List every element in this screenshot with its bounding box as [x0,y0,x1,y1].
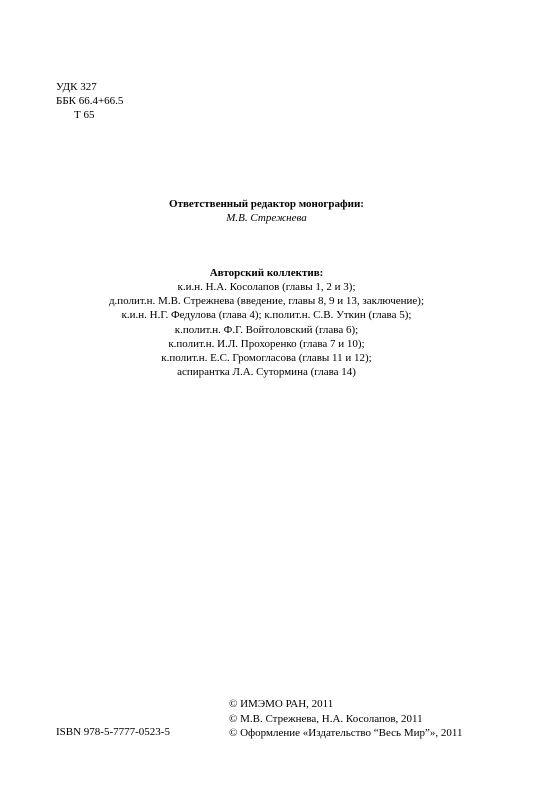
author-line: к.и.н. Н.Г. Федулова (глава 4); к.полит.н. С.В. Уткин (глава 5); [121,309,412,322]
authors-block [0,266,533,379]
copyright-line: © ИМЭМО РАН, 2011 [229,698,334,710]
udk-code: УДК 327 [56,81,97,93]
classification-block [56,80,176,122]
copyright-line: © М.В. Стрежнева, Н.А. Косолапов, 2011 [229,712,423,725]
editor-block [0,197,533,225]
authors-heading: Авторский коллектив: [209,267,324,279]
editor-heading: Ответственный редактор монографии: [169,198,364,210]
copyright-block [229,697,519,741]
isbn-number: ISBN 978-5-7777-0523-5 [56,726,170,738]
author-line: д.полит.н. М.В. Стрежнева (введение, главы 8, 9 и 13, заключение); [108,295,425,308]
bbk-code: ББК 66.4+66.5 [56,95,124,107]
author-line: к.полит.н. И.Л. Прохоренко (глава 7 и 10); [168,337,365,350]
author-mark: Т 65 [74,109,95,121]
author-line: к.полит.н. Ф.Г. Войтоловский (глава 6); [174,323,359,336]
copyright-line: © Оформление «Издательство “Весь Мир”», 2011 [229,727,463,739]
author-line: к.и.н. Н.А. Косолапов (главы 1, 2 и 3); [177,281,356,293]
author-line: к.полит.н. Е.С. Громогласова (главы 11 и 12); [161,352,372,365]
editor-name: М.В. Стрежнева [226,212,307,224]
author-line: аспирантка Л.А. Сутормина (глава 14) [177,366,356,379]
